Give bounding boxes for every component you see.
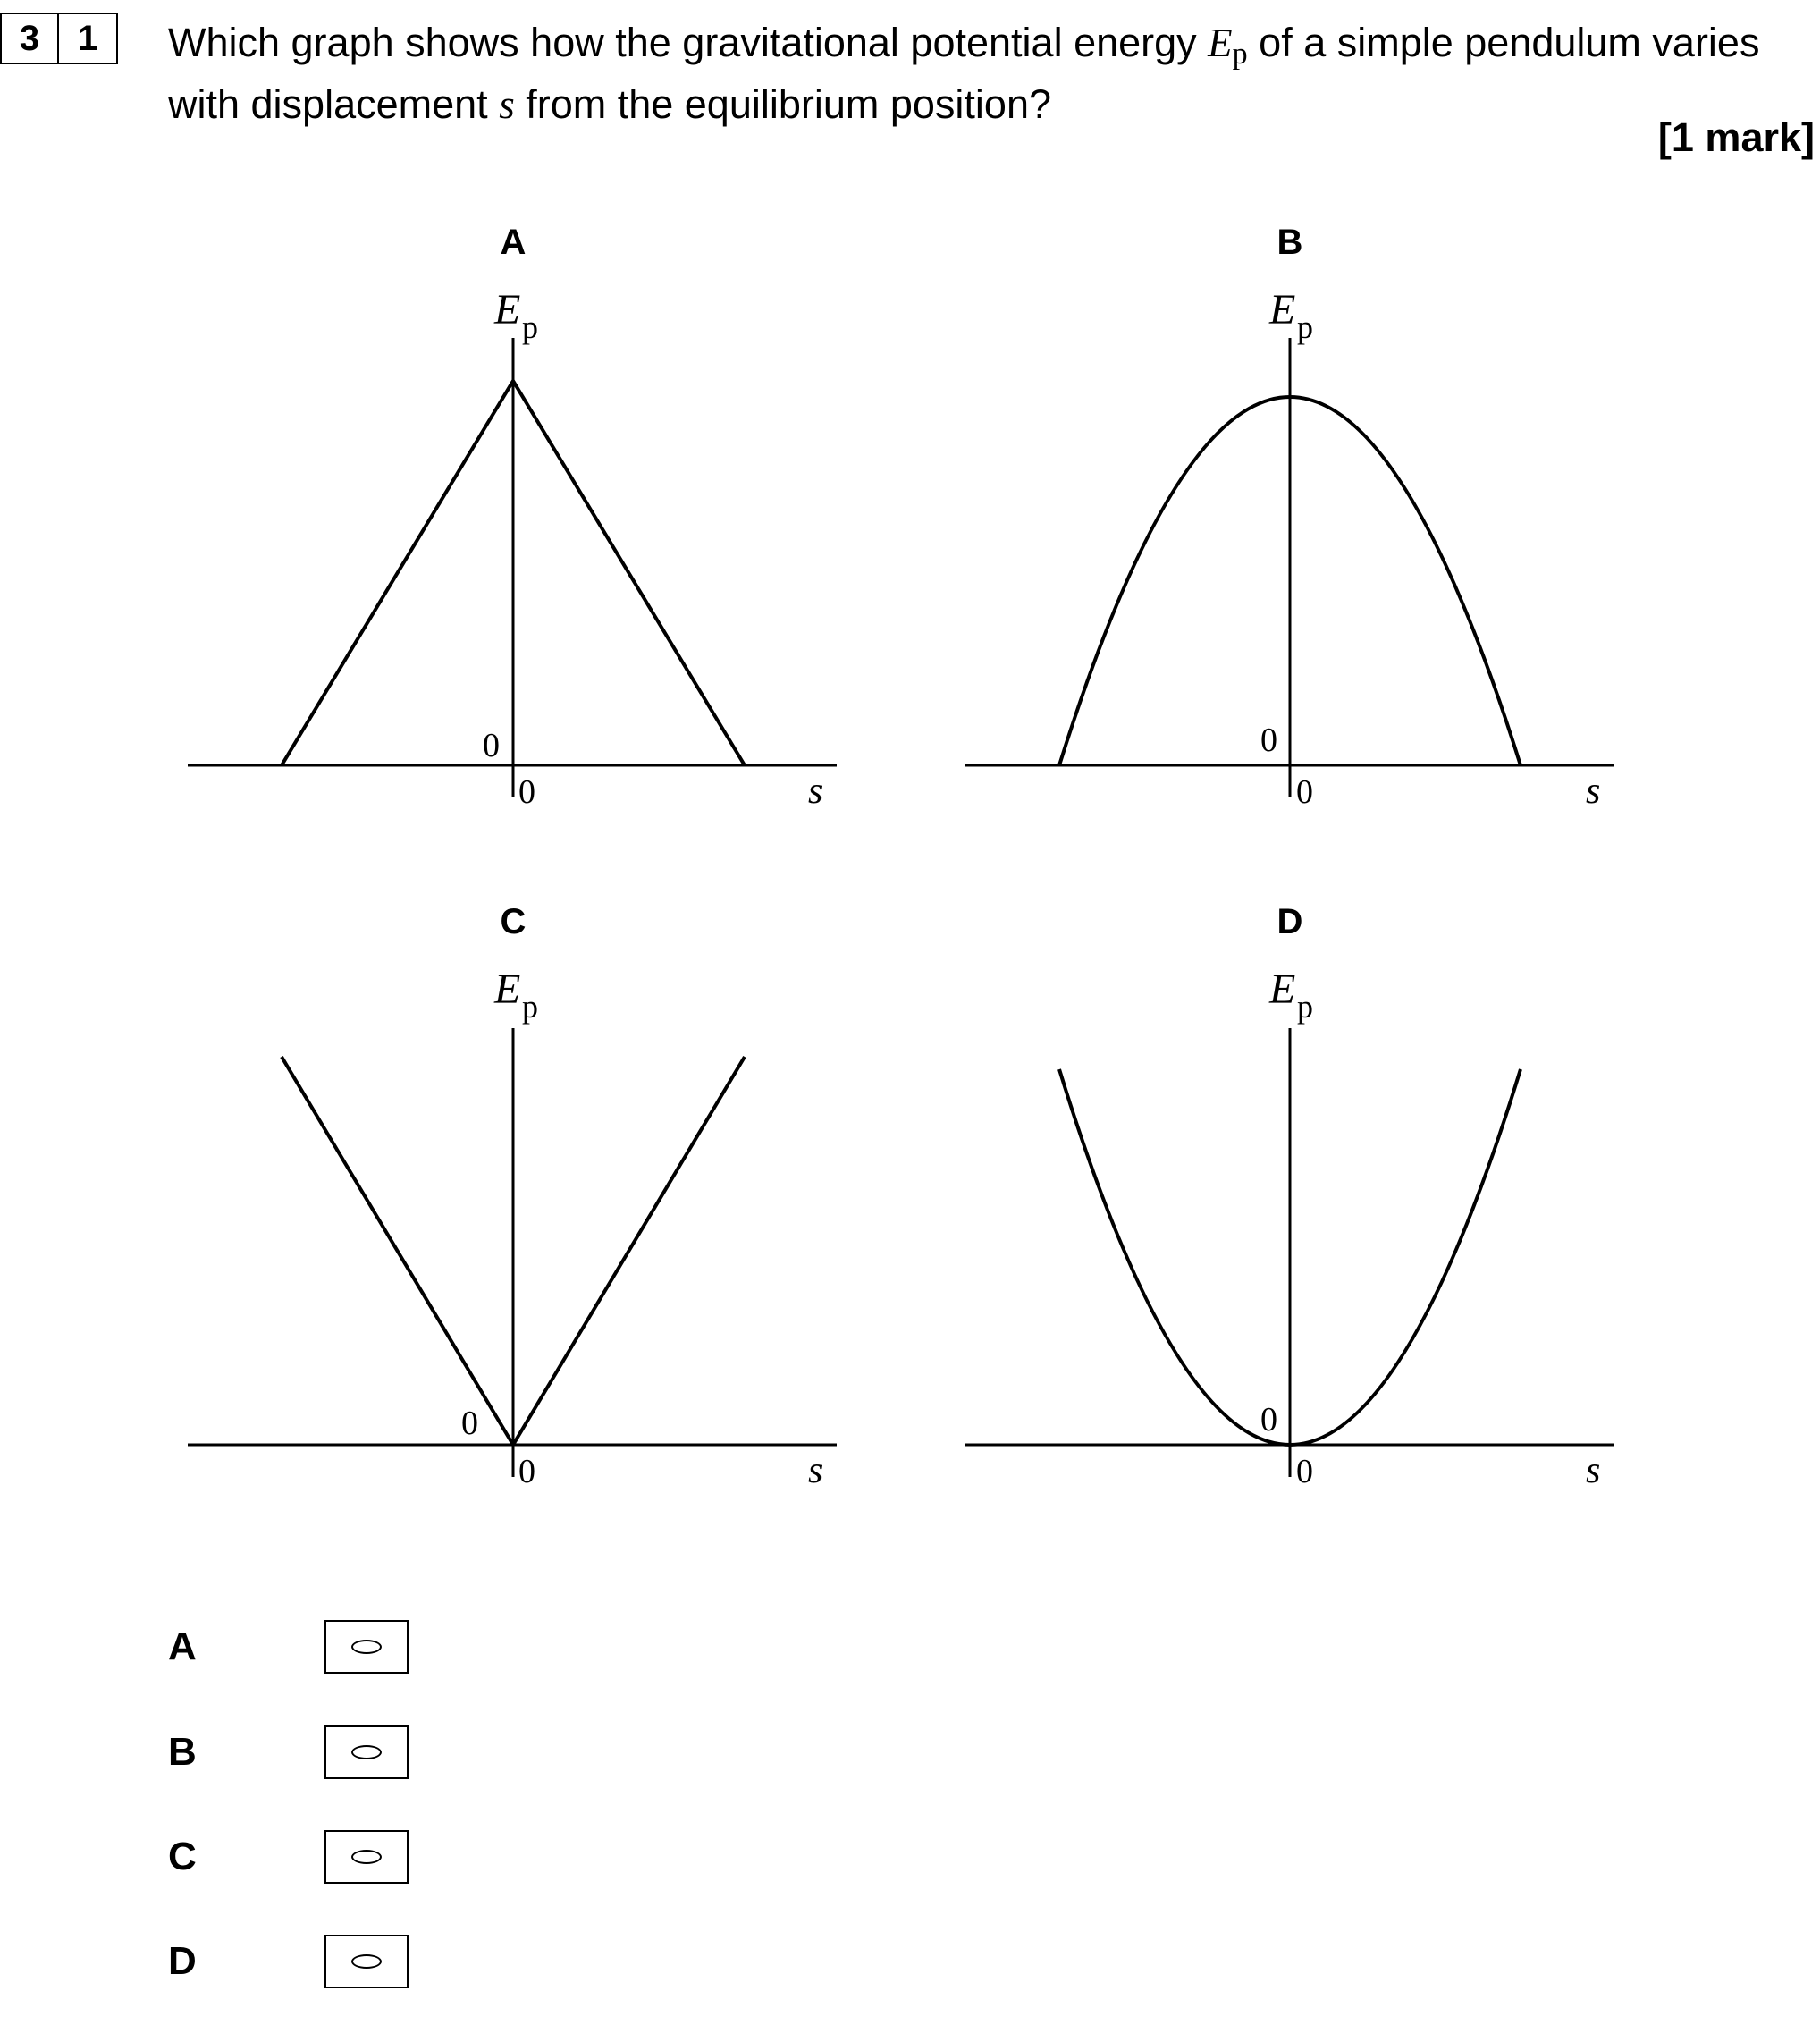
answer-bubble-icon [351, 1850, 382, 1864]
option-label: C [168, 1835, 197, 1878]
origin-label-x: 0 [1296, 773, 1313, 811]
origin-label-x: 0 [518, 773, 535, 811]
option-d-answer-box[interactable] [324, 1935, 409, 1988]
y-axis-label-sub: p [1297, 309, 1313, 345]
graph-letter: B [1277, 223, 1303, 262]
y-axis-label-sub: p [522, 989, 538, 1025]
graph-a [188, 223, 837, 812]
question-text-part-1: Which graph shows how the gravitational potential energy [168, 20, 1209, 65]
option-c [168, 1830, 409, 1884]
graph-letter: D [1277, 902, 1303, 941]
option-a-answer-box[interactable] [324, 1620, 409, 1674]
origin-label-x: 0 [1296, 1453, 1313, 1490]
origin-label-y: 0 [1260, 1401, 1277, 1439]
origin-label-y: 0 [483, 727, 500, 764]
graph-letter: A [500, 223, 527, 262]
x-axis-label: s [808, 771, 823, 812]
ep-subscript: p [1232, 38, 1248, 71]
graph-letter: C [500, 902, 527, 941]
question-number-major: 3 [0, 13, 59, 64]
origin-label-y: 0 [461, 1405, 478, 1442]
option-label: D [168, 1939, 197, 1983]
y-axis-label-sub: p [1297, 989, 1313, 1025]
option-d [168, 1935, 409, 1988]
graph-d [965, 902, 1614, 1491]
question-number-minor: 1 [59, 13, 118, 64]
question-text-part-3: from the equilibrium position? [514, 81, 1051, 127]
marks-label: [1 mark] [1657, 114, 1815, 160]
ep-symbol: E [1208, 21, 1233, 65]
s-symbol: s [499, 82, 515, 127]
answer-bubble-icon [351, 1640, 382, 1654]
answer-bubble-icon [351, 1954, 382, 1969]
y-axis-label: E [494, 966, 521, 1013]
x-axis-label: s [1586, 771, 1601, 812]
answer-bubble-icon [351, 1745, 382, 1759]
option-c-answer-box[interactable] [324, 1830, 409, 1884]
question-text-part-2: of a simple pendulum varies with displacement [168, 20, 1760, 127]
option-a [168, 1620, 409, 1674]
origin-label-y: 0 [1260, 721, 1277, 759]
origin-label-x: 0 [518, 1453, 535, 1490]
option-label: A [168, 1624, 197, 1668]
option-b-answer-box[interactable] [324, 1725, 409, 1779]
y-axis-label: E [1269, 966, 1296, 1013]
y-axis-label-sub: p [522, 309, 538, 345]
x-axis-label: s [808, 1450, 823, 1491]
y-axis-label: E [494, 286, 521, 333]
option-label: B [168, 1730, 197, 1774]
option-b [168, 1725, 409, 1779]
y-axis-label: E [1269, 286, 1296, 333]
x-axis-label: s [1586, 1450, 1601, 1491]
graph-c [188, 902, 837, 1491]
graph-b [965, 223, 1614, 812]
